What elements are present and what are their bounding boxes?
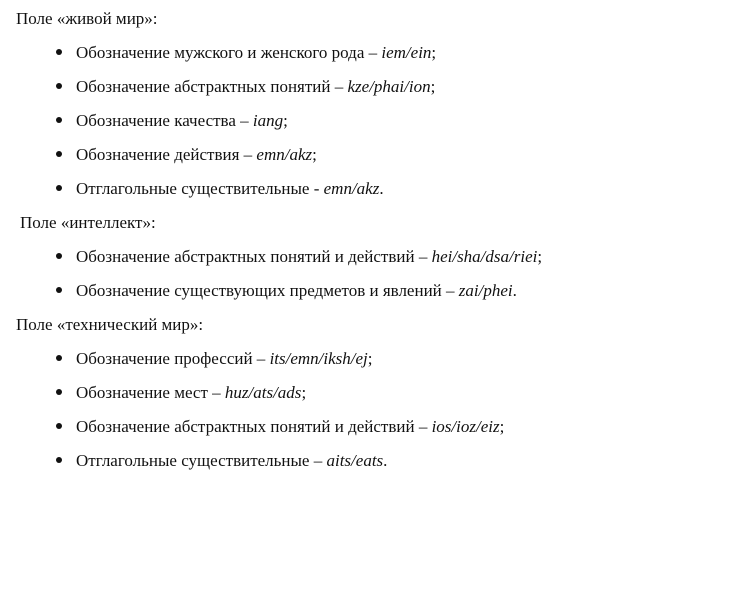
- list-item: [0, 111, 737, 145]
- bullet-icon: [56, 117, 62, 123]
- bullet-icon: [56, 151, 62, 157]
- suffix-term: iang: [252, 111, 284, 130]
- bullet-icon: [56, 83, 62, 89]
- item-text: Обозначение абстрактных понятий и действий – ios/ioz/eiz;: [76, 417, 505, 436]
- item-text: Обозначение существующих предметов и явлений – zai/phei.: [76, 281, 517, 300]
- bullet-icon: [56, 49, 62, 55]
- suffix-term: hei/sha/dsa/riei: [431, 247, 538, 266]
- suffix-term: emn/akz: [256, 145, 313, 164]
- suffix-term: aits/eats: [326, 451, 384, 470]
- list-item: [0, 179, 737, 213]
- bullet-icon: [56, 253, 62, 259]
- list-item: [0, 77, 737, 111]
- suffix-term: its/emn/iksh/ej: [269, 349, 368, 368]
- item-text: Обозначение мужского и женского рода – iem/ein;: [76, 43, 437, 62]
- suffix-term: kze/phai/ion: [347, 77, 431, 96]
- item-text: Обозначение профессий – its/emn/iksh/ej;: [76, 349, 373, 368]
- bullet-icon: [56, 457, 62, 463]
- list-item: [0, 43, 737, 77]
- section-heading-technical-world: Поле «технический мир»:: [16, 315, 204, 334]
- suffix-term: ios/ioz/eiz: [431, 417, 500, 436]
- bullet-icon: [56, 287, 62, 293]
- list-item: [0, 145, 737, 179]
- bullet-icon: [56, 423, 62, 429]
- list-item: [0, 417, 737, 451]
- list-living-world: [0, 43, 737, 213]
- list-item: [0, 281, 737, 315]
- section-heading-living-world: Поле «живой мир»:: [16, 9, 158, 28]
- item-text: Обозначение абстрактных понятий и действий – hei/sha/dsa/riei;: [76, 247, 543, 266]
- suffix-term: huz/ats/ads: [224, 383, 302, 402]
- list-technical-world: [0, 349, 737, 485]
- list-item: [0, 383, 737, 417]
- list-item: [0, 349, 737, 383]
- bullet-icon: [56, 355, 62, 361]
- section-heading-intellect: Поле «интеллект»:: [20, 213, 156, 232]
- suffix-term: zai/phei: [458, 281, 513, 300]
- list-item: [0, 247, 737, 281]
- suffix-term: emn/akz: [323, 179, 380, 198]
- list-intellect: [0, 247, 737, 315]
- item-text: Обозначение абстрактных понятий – kze/phai/ion;: [76, 77, 436, 96]
- item-text: Отглагольные существительные – aits/eats.: [76, 451, 388, 470]
- suffix-term: iem/ein: [381, 43, 432, 62]
- list-item: [0, 451, 737, 485]
- bullet-icon: [56, 185, 62, 191]
- item-text: Обозначение действия – emn/akz;: [76, 145, 317, 164]
- bullet-icon: [56, 389, 62, 395]
- item-text: Обозначение мест – huz/ats/ads;: [76, 383, 307, 402]
- item-text: Обозначение качества – iang;: [76, 111, 288, 130]
- item-text: Отглагольные существительные - emn/akz.: [76, 179, 384, 198]
